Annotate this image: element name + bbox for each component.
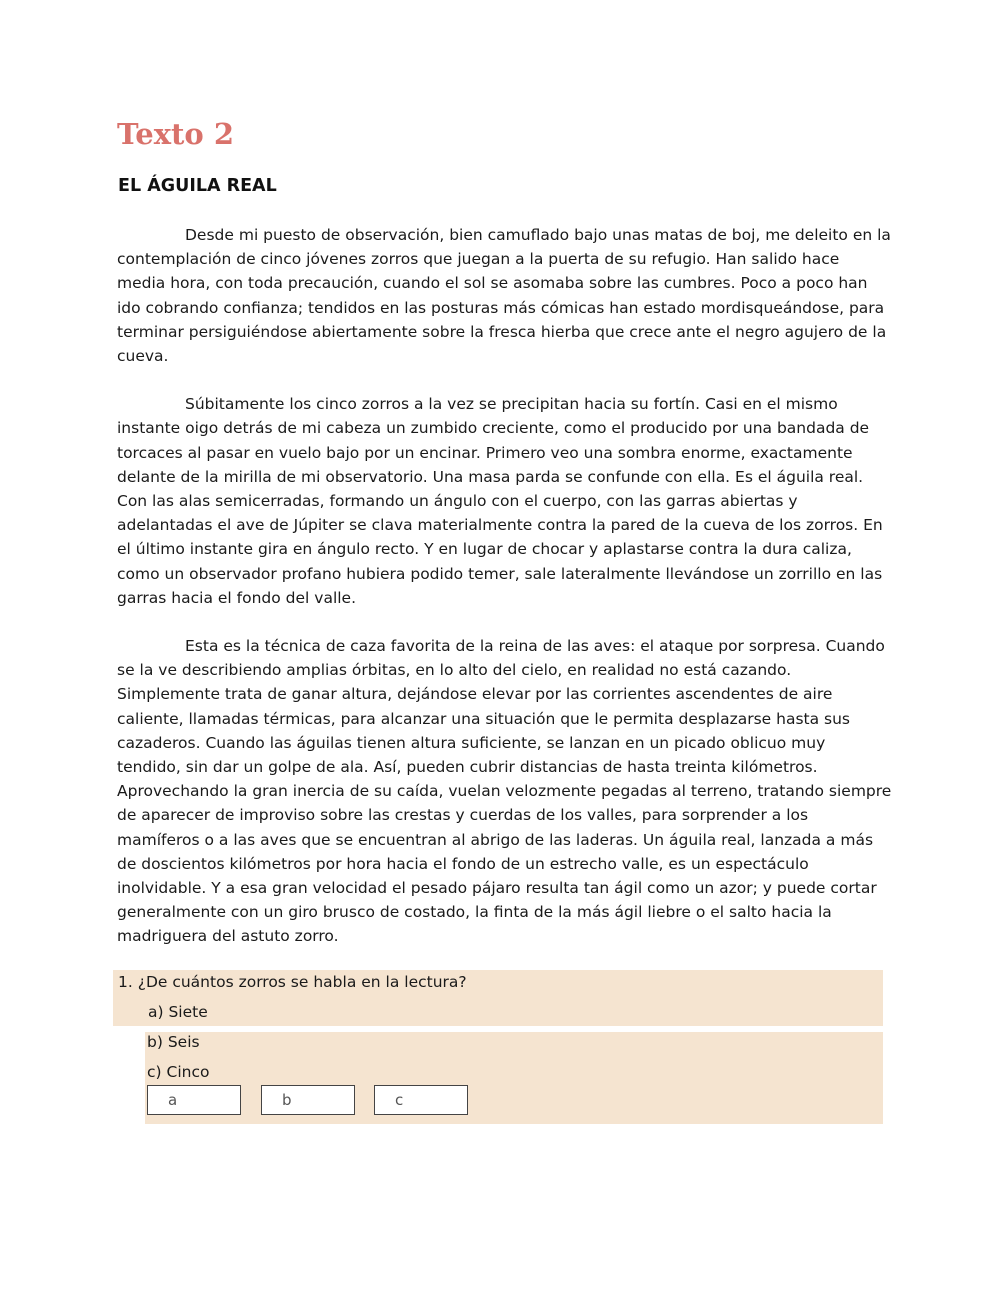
answer-button-a[interactable]: a bbox=[147, 1085, 241, 1115]
paragraph-1: Desde mi puesto de observación, bien camuflado bajo unas matas de boj, me deleito en la contemplación de cinco jóvenes zorros que juegan a la puerta de su refugio. Han salido hace media hora, con toda precaución, cuando el sol se asomaba sobre las cumbres. Poco a poco han ido cobrando confianza; tendidos en las posturas más cómicas han estado mordisqueándose, para terminar persiguiéndose abiertamente sobre la fresca hierba que crece ante el negro agujero de la cueva. bbox=[117, 226, 891, 366]
option-c-label: c) Cinco bbox=[147, 1063, 210, 1081]
article-heading: EL ÁGUILA REAL bbox=[118, 176, 277, 196]
paragraph-3: Esta es la técnica de caza favorita de la reina de las aves: el ataque por sorpresa. Cuando se la ve describiendo amplias órbitas, en lo alto del cielo, en realidad no está cazando. Simplemente trata de ganar altura, dejándose elevar por las corrientes ascendentes de aire caliente, llamadas térmicas, para alcanzar una situación que le permita desplazarse hasta sus cazaderos. Cuando las águilas tienen altura suficiente, se lanzan en un picado oblicuo muy tendido, sin dar un golpe de ala. Así, pueden cubrir distancias de hasta treinta kilómetros. Aprovechando la gran inercia de su caída, vuelan velozmente pegadas al terreno, tratando siempre de aparecer de improviso sobre las crestas y cuerdas de los valles, para sorprender a los mamíferos o a las aves que se encuentran al abrigo de las laderas. Un águila real, lanzada a más de doscientos kilómetros por hora hacia el fondo de un estrecho valle, es un espectáculo inolvidable. Y a esa gran velocidad el pesado pájaro resulta tan ágil como un azor; y puede cortar generalmente con un giro brusco de costado, la finta de la más ágil liebre o el salto hacia la madriguera del astuto zorro. bbox=[117, 637, 892, 946]
article-body bbox=[117, 223, 892, 973]
option-b-label: b) Seis bbox=[147, 1033, 200, 1051]
options-highlight bbox=[145, 1032, 883, 1124]
answer-button-c[interactable]: c bbox=[374, 1085, 468, 1115]
paragraph-2: Súbitamente los cinco zorros a la vez se precipitan hacia su fortín. Casi en el mismo instante oigo detrás de mi cabeza un zumbido creciente, como el producido por una bandada de torcaces al pasar en vuelo bajo por un encinar. Primero veo una sombra enorme, exactamente delante de la mirilla de mi observatorio. Una masa parda se confunde con ella. Es el águila real. Con las alas semicerradas, formando un ángulo con el cuerpo, con las garras abiertas y adelantadas el ave de Júpiter se clava materialmente contra la pared de la cueva de los zorros. En el último instante gira en ángulo recto. Y en lugar de chocar y aplastarse contra la dura caliza, como un observador profano hubiera podido temer, sale lateralmente llevándose un zorrillo en las garras hacia el fondo del valle. bbox=[117, 395, 883, 607]
page-title: Texto 2 bbox=[117, 117, 235, 151]
option-a-label: a) Siete bbox=[148, 1003, 208, 1021]
quiz-question: 1. ¿De cuántos zorros se habla en la lectura? bbox=[118, 973, 467, 991]
answer-button-b[interactable]: b bbox=[261, 1085, 355, 1115]
